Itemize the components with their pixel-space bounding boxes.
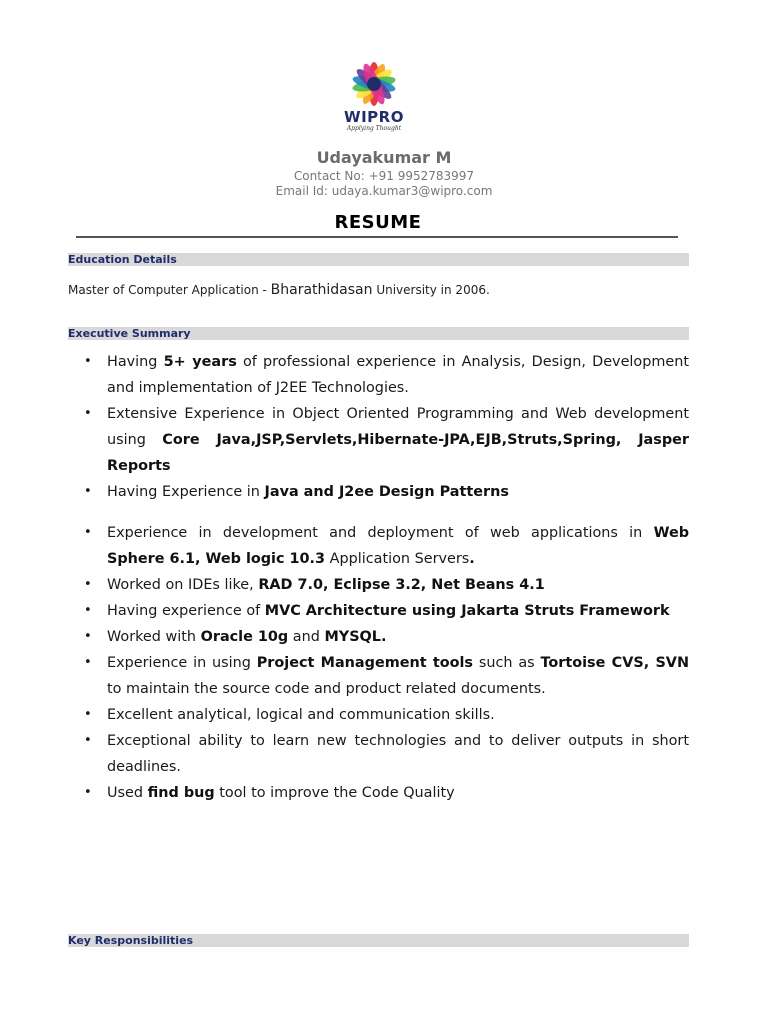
education-university: Bharathidasan (270, 282, 373, 298)
title-divider (76, 236, 678, 238)
executive-summary-heading (68, 327, 689, 340)
list-item: • Worked on IDEs like, RAD 7.0, Eclipse 3.2, Net Beans 4.1 (84, 572, 689, 598)
education-year: University in 2006. (372, 283, 490, 297)
wipro-flower-icon (342, 58, 406, 110)
logo-tagline: Applying Thought (346, 125, 402, 132)
list-item: • Experience in using Project Management tools such as Tortoise CVS, SVN to maintain the source code and product related documents. (84, 650, 689, 702)
education-degree: Master of Computer Application - (68, 283, 271, 297)
wipro-logo (336, 58, 412, 136)
contact-number: Contact No: +91 9952783997 (293, 169, 475, 183)
education-heading-text: Education Details (68, 253, 177, 266)
list-item: • Extensive Experience in Object Oriented Programming and Web development using Core Java,JSP,Servlets,Hibernate-JPA,EJB,Struts,Spring, Jasper Reports (84, 401, 689, 479)
key-responsibilities-heading-text: Key Responsibilities (68, 934, 194, 947)
executive-summary-heading-text: Executive Summary (68, 327, 191, 340)
key-responsibilities-heading (68, 934, 689, 947)
logo-wordmark: WIPRO (344, 108, 404, 126)
candidate-name: Udayakumar M (316, 148, 452, 167)
list-item: • Having Experience in Java and J2ee Design Patterns (84, 479, 689, 505)
list-item: • Worked with Oracle 10g and MYSQL. (84, 624, 689, 650)
list-item: • Used find bug tool to improve the Code Quality (84, 780, 689, 806)
list-item: • Experience in development and deployment of web applications in Web Sphere 6.1, Web logic 10.3 Application Servers. (84, 520, 689, 572)
list-item: • Excellent analytical, logical and communication skills. (84, 702, 689, 728)
executive-summary-list (84, 349, 689, 806)
email-address: Email Id: udaya.kumar3@wipro.com (275, 184, 493, 198)
list-item: • Having 5+ years of professional experience in Analysis, Design, Development and implementation of J2EE Technologies. (84, 349, 689, 401)
education-line (68, 282, 688, 298)
list-item: • Exceptional ability to learn new technologies and to deliver outputs in short deadlines. (84, 728, 689, 780)
document-title: RESUME (334, 212, 422, 233)
education-heading (68, 253, 689, 266)
list-item: • Having experience of MVC Architecture using Jakarta Struts Framework (84, 598, 689, 624)
